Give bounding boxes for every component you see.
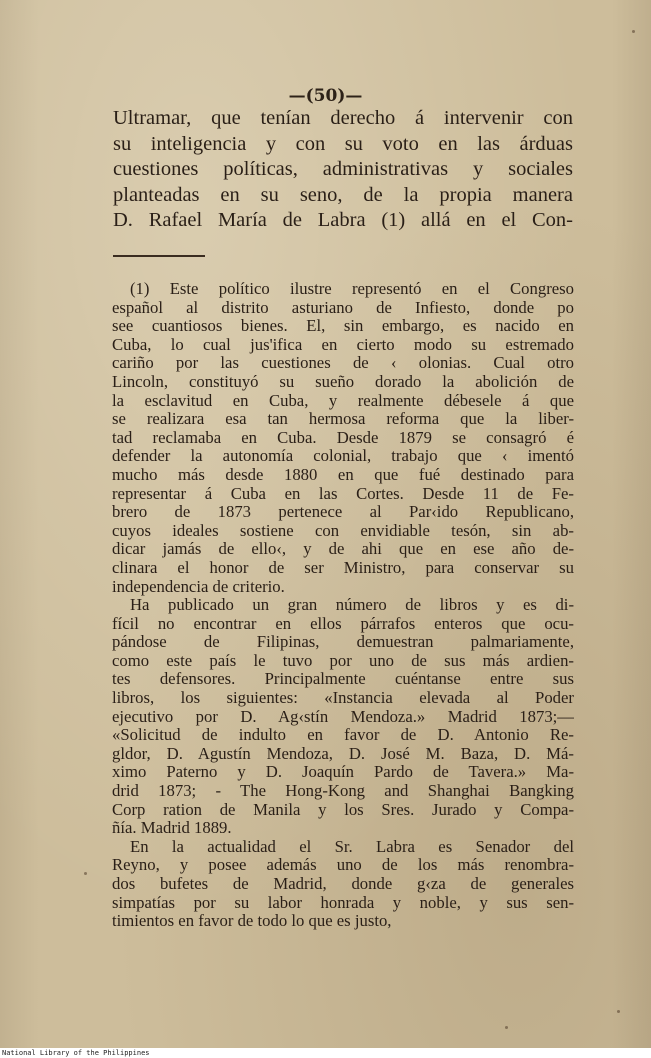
paper-speck bbox=[632, 30, 635, 33]
footnote-line: brero de 1873 pertenece al Par‹ido Republicano, bbox=[112, 503, 574, 522]
footnote-line: Corp ration de Manila y los Sres. Jurado y Compa- bbox=[112, 800, 574, 819]
footnote-line: como este país le tuvo por uno de sus más ardien- bbox=[112, 651, 574, 670]
footnote-line: dos bufetes de Madrid, donde g‹za de generales bbox=[112, 875, 574, 893]
footnote-line: independencia de criterio. bbox=[112, 577, 285, 596]
main-line: cuestiones políticas, administrativas y sociales bbox=[113, 158, 573, 181]
footnote-line: la esclavitud en Cuba, y realmente débesele á que bbox=[112, 391, 574, 410]
footnote-line: Reyno, y posee además uno de los más renombra- bbox=[112, 856, 574, 875]
footnote-line: clinara el honor de ser Ministro, para conservar su bbox=[112, 558, 574, 577]
footnote-line: (1) Este político ilustre representó en el Congreso bbox=[130, 280, 574, 298]
footnote-text bbox=[112, 280, 574, 931]
footnote-line: español al distrito asturiano de Infiesto, donde po bbox=[112, 298, 574, 317]
footnote-line: timientos en favor de todo lo que es justo, bbox=[112, 912, 392, 931]
footnote-line: ñía. Madrid 1889. bbox=[112, 819, 232, 838]
paper-speck bbox=[84, 872, 87, 875]
footnote-line: Lincoln, constituyó su sueño dorado la abolición de bbox=[112, 372, 574, 391]
footnote-line: gldor, D. Agustín Mendoza, D. José M. Baza, D. Má- bbox=[112, 744, 574, 763]
footnote-line: drid 1873; - The Hong-Kong and Shanghai Bangking bbox=[112, 782, 574, 801]
footnote-line: tad reclamaba en Cuba. Desde 1879 se consagró é bbox=[112, 428, 574, 447]
footnote-line: defender la autonomía colonial, trabajo que ‹ imentó bbox=[112, 447, 574, 466]
footnote-line: cariño por las cuestiones de ‹ olonias. Cual otro bbox=[112, 354, 574, 373]
footnote-line: see cuantiosos bienes. El, sin embargo, es nacido en bbox=[112, 317, 574, 336]
footnote-line: cuyos ideales sostiene con envidiable tesón, sin ab- bbox=[112, 521, 574, 540]
footnote-line: ximo Paterno y D. Joaquín Pardo de Tavera.» Ma- bbox=[112, 763, 574, 782]
footnote-line: Cuba, lo cual jus'ifica en cierto modo su estremado bbox=[112, 335, 574, 354]
footnote-line: En la actualidad el Sr. Labra es Senador del bbox=[130, 837, 574, 856]
paper-speck bbox=[505, 1026, 508, 1029]
footnote-line: pándose de Filipinas, demuestran palmariamente, bbox=[112, 633, 574, 652]
footnote-line: tes defensores. Principalmente cuéntanse entre sus bbox=[112, 670, 574, 689]
footnote-line: «Solicitud de indulto en favor de D. Antonio Re- bbox=[112, 726, 574, 745]
page-number: —(50)— bbox=[288, 86, 363, 106]
main-line: D. Rafael María de Labra (1) allá en el Con- bbox=[113, 209, 573, 232]
footnote-line: ejecutivo por D. Ag‹stín Mendoza.» Madrid 1873;— bbox=[112, 707, 574, 726]
main-line: su inteligencia y con su voto en las árduas bbox=[113, 132, 573, 155]
main-text bbox=[113, 106, 573, 234]
footnote-line: representar á Cuba en las Cortes. Desde 11 de Fe- bbox=[112, 484, 574, 503]
main-line: Ultramar, que tenían derecho á intervenir con bbox=[113, 107, 573, 129]
library-credit: National Library of the Philippines bbox=[2, 1049, 150, 1057]
footnote-line: se realizara esa tan hermosa reforma que la liber- bbox=[112, 410, 574, 429]
footnote-separator bbox=[113, 255, 205, 257]
footnote-line: dicar jamás de ello‹, y de ahi que en ese año de- bbox=[112, 540, 574, 559]
footnote-line: libros, los siguientes: «Instancia elevada al Poder bbox=[112, 689, 574, 708]
footnote-line: simpatías por su labor honrada y noble, y sus sen- bbox=[112, 893, 574, 912]
main-line: planteadas en su seno, de la propia manera bbox=[113, 183, 573, 206]
footnote-line: fícil no encontrar en ellos párrafos enteros que ocu- bbox=[112, 614, 574, 633]
paper-speck bbox=[617, 1010, 620, 1013]
footnote-line: Ha publicado un gran número de libros y es di- bbox=[130, 596, 574, 615]
footnote-line: mucho más desde 1880 en que fué destinado para bbox=[112, 465, 574, 484]
